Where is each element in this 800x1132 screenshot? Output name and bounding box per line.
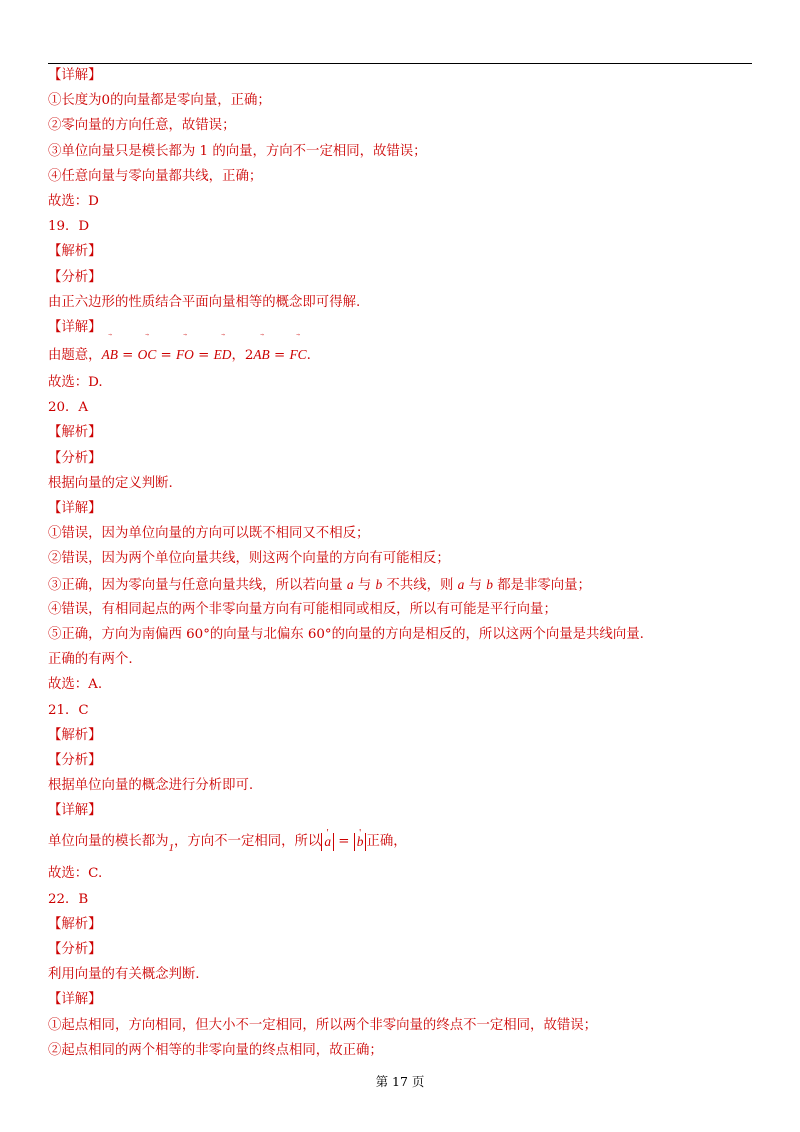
text-line: ⑤正确，方向为南偏西 60°的向量与北偏东 60°的向量的方向是相反的，所以这两个向量是共线向量. [48, 626, 644, 642]
math-text: 由题意， [48, 348, 102, 364]
abs-b [354, 833, 367, 851]
text-line: 根据向量的定义判断. [48, 475, 173, 491]
text-line: ①起点相同，方向相同，但大小不一定相同，所以两个非零向量的终点不一定相同，故错误； [48, 1017, 598, 1033]
text-line: 利用向量的有关概念判断. [48, 967, 200, 983]
section-heading: 【分析】 [48, 752, 102, 768]
math-text: ， [231, 348, 245, 364]
vector-ed: → ED [214, 340, 232, 370]
section-heading: 【解析】 [48, 425, 102, 441]
vector-ab: → AB [253, 340, 269, 370]
answer-line: 故选：D [48, 193, 99, 209]
text-span: 单位向量的模长都为 [48, 834, 169, 850]
math-op: = [156, 348, 176, 364]
section-heading: 【解析】 [48, 727, 102, 743]
text-line: ①长度为0的向量都是零向量，正确； [48, 93, 271, 109]
var-b: ' b [357, 834, 364, 849]
answer-line: 故选：D. [48, 375, 103, 391]
detail-heading: 【详解】 [48, 501, 102, 516]
text-span: 都是非零向量； [492, 577, 591, 593]
section-heading: 【分析】 [48, 450, 102, 466]
text-line [48, 572, 752, 597]
math-text: . [306, 348, 311, 364]
math-coef: 2 [244, 348, 254, 364]
text-line: ④错误，有相同起点的两个非零向量方向有可能相同或相反，所以有可能是平行向量； [48, 601, 557, 617]
answer-line: 故选：C. [48, 866, 103, 882]
text-span: 正确， [366, 834, 407, 850]
text-span: 与 [353, 577, 376, 593]
text-line: ②零向量的方向任意，故错误； [48, 118, 236, 134]
vector-oc: → OC [138, 340, 157, 370]
text-line: ④任意向量与零向量都共线，正确； [48, 168, 263, 184]
math-line [48, 823, 752, 861]
vector-ab: → AB [102, 340, 118, 370]
math-op: = [193, 348, 214, 364]
text-span: ③正确，因为零向量与任意向量共线，所以若向量 [48, 577, 347, 593]
section-heading: 【分析】 [48, 269, 102, 285]
math-op: = [269, 348, 290, 364]
detail-heading: 【详解】 [48, 803, 102, 819]
question-number: 20．A [48, 400, 89, 416]
math-line [48, 340, 752, 370]
question-number: 21．C [48, 702, 89, 718]
section-heading: 【分析】 [48, 942, 102, 957]
text-line: 根据单位向量的概念进行分析即可. [48, 778, 254, 794]
text-line: 正确的有两个. [48, 652, 133, 668]
vector-fc: → FC [289, 340, 306, 370]
math-one: 1 [168, 842, 175, 855]
section-heading: 【解析】 [48, 916, 102, 932]
math-op: = [117, 348, 138, 364]
vector-fo: → FO [176, 340, 194, 370]
var-b: b [375, 576, 383, 592]
page-number: 第 17 页 [375, 1074, 425, 1089]
var-a: ' a [324, 834, 331, 849]
section-heading: 【解析】 [48, 244, 102, 260]
text-line: ①错误，因为单位向量的方向可以既不相同又不相反； [48, 526, 370, 542]
detail-heading: 【详解】 [48, 992, 102, 1008]
detail-heading: 【详解】 [48, 68, 102, 83]
detail-heading: 【详解】 [48, 319, 102, 335]
abs-a [321, 833, 334, 851]
question-number: 19．D [48, 219, 90, 235]
text-span: ，方向不一定相同，所以 [174, 834, 322, 850]
math-op: = [334, 834, 354, 850]
text-span: 与 [464, 577, 487, 593]
text-line: ③单位向量只是模长都为 1 的向量，方向不一定相同，故错误； [48, 143, 427, 159]
text-line: ②错误，因为两个单位向量共线，则这两个向量的方向有可能相反； [48, 551, 450, 567]
var-a: a [457, 576, 465, 592]
text-span: 不共线，则 [382, 577, 458, 593]
answer-line: 故选：A. [48, 677, 103, 693]
text-line: ②起点相同的两个相等的非零向量的终点相同，故正确； [48, 1042, 383, 1058]
var-b: b [486, 576, 493, 592]
var-a: a [346, 576, 354, 592]
page-content [48, 63, 752, 1063]
question-number: 22．B [48, 891, 89, 907]
text-line: 由正六边形的性质结合平面向量相等的概念即可得解. [48, 294, 361, 310]
